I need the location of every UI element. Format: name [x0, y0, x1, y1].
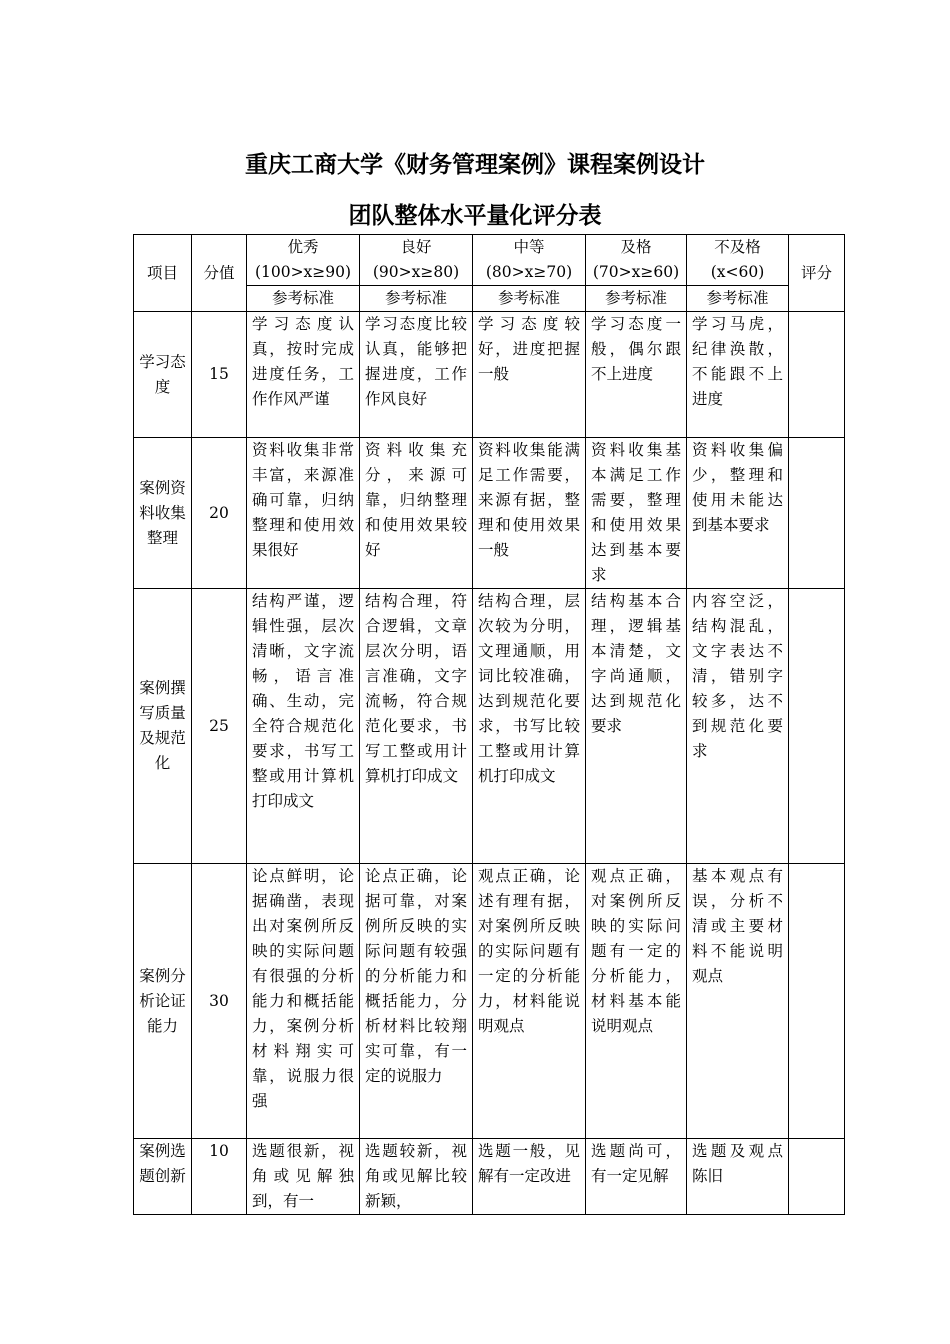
- criterion-medium: 学习态度较好，进度把握一般: [473, 312, 586, 438]
- criterion-good: 资料收集充分，来源可靠，归纳整理和使用效果较好: [360, 438, 473, 589]
- table-row: [134, 312, 845, 438]
- score-cell[interactable]: [789, 864, 845, 1139]
- level-name: 中等: [513, 238, 545, 256]
- criterion-pass: 资料收集基本满足工作需要，整理和使用效果达到基本要求: [586, 438, 687, 589]
- reference-label: 参考标准: [473, 286, 586, 312]
- item-name: 学习态度: [134, 312, 192, 438]
- level-name: 优秀: [287, 238, 319, 256]
- table-title: 团队整体水平量化评分表: [348, 203, 602, 229]
- criterion-good: 学习态度比较认真，能够把握进度，工作作风良好: [360, 312, 473, 438]
- score-cell[interactable]: [789, 438, 845, 589]
- table-row: [134, 864, 845, 1139]
- item-name: 案例选题创新: [134, 1139, 192, 1215]
- level-range: (70>x≥60): [592, 263, 680, 281]
- criterion-fail: 内容空泛，结构混乱，文字表达不清，错别字较多，达不到规范化要求: [687, 589, 789, 864]
- level-name: 不及格: [714, 238, 761, 256]
- criterion-fail: 基本观点有误，分析不清或主要材料不能说明观点: [687, 864, 789, 1139]
- criterion-excellent: 资料收集非常丰富，来源准确可靠，归纳整理和使用效果很好: [247, 438, 360, 589]
- item-points: 10: [192, 1139, 247, 1215]
- header-level-pass: [586, 235, 687, 286]
- reference-label: 参考标准: [247, 286, 360, 312]
- criterion-fail: 选题及观点陈旧: [687, 1139, 789, 1215]
- item-name: 案例资料收集整理: [134, 438, 192, 589]
- header-score: 评分: [789, 235, 845, 312]
- header-level-medium: [473, 235, 586, 286]
- reference-label: 参考标准: [586, 286, 687, 312]
- score-cell[interactable]: [789, 312, 845, 438]
- header-item: 项目: [134, 235, 192, 312]
- item-points: 15: [192, 312, 247, 438]
- criterion-medium: 资料收集能满足工作需要，来源有据，整理和使用效果一般: [473, 438, 586, 589]
- criterion-fail: 学习马虎，纪律涣散，不能跟不上进度: [687, 312, 789, 438]
- criterion-medium: 选题一般，见解有一定改进: [473, 1139, 586, 1215]
- level-name: 及格: [620, 238, 652, 256]
- criterion-excellent: 学习态度认真，按时完成进度任务，工作作风严谨: [247, 312, 360, 438]
- reference-label: 参考标准: [687, 286, 789, 312]
- level-range: (x<60): [710, 263, 765, 281]
- criterion-excellent: 结构严谨，逻辑性强，层次清晰，文字流畅，语言准确、生动，完全符合规范化要求，书写工整或用计算机打印成文: [247, 589, 360, 864]
- score-cell[interactable]: [789, 1139, 845, 1215]
- criterion-pass: 选题尚可，有一定见解: [586, 1139, 687, 1215]
- table-row: [134, 589, 845, 864]
- criterion-excellent: 论点鲜明，论据确凿，表现出对案例所反映的实际问题有很强的分析能力和概括能力，案例分析材料翔实可靠，说服力很强: [247, 864, 360, 1139]
- item-points: 25: [192, 589, 247, 864]
- item-points: 20: [192, 438, 247, 589]
- header-level-fail: [687, 235, 789, 286]
- item-name: 案例撰写质量及规范化: [134, 589, 192, 864]
- criterion-good: 结构合理，符合逻辑，文章层次分明，语言准确，文字流畅，符合规范化要求，书写工整或用计算机打印成文: [360, 589, 473, 864]
- criterion-excellent: 选题很新，视角或见解独到，有一: [247, 1139, 360, 1215]
- header-level-excellent: [247, 235, 360, 286]
- scoring-table: [133, 234, 845, 1215]
- item-name: 案例分析论证能力: [134, 864, 192, 1139]
- header-points: 分值: [192, 235, 247, 312]
- criterion-medium: 观点正确，论述有理有据，对案例所反映的实际问题有一定的分析能力，材料能说明观点: [473, 864, 586, 1139]
- criterion-pass: 观点正确，对案例所反映的实际问题有一定的分析能力，材料基本能说明观点: [586, 864, 687, 1139]
- criterion-fail: 资料收集偏少，整理和使用未能达到基本要求: [687, 438, 789, 589]
- table-row: [134, 1139, 845, 1215]
- level-range: (80>x≥70): [485, 263, 573, 281]
- header-row: [134, 235, 845, 286]
- criterion-good: 选题较新，视角或见解比较新颖，: [360, 1139, 473, 1215]
- criterion-pass: 结构基本合理，逻辑基本清楚，文字尚通顺，达到规范化要求: [586, 589, 687, 864]
- criterion-pass: 学习态度一般，偶尔跟不上进度: [586, 312, 687, 438]
- level-range: (90>x≥80): [372, 263, 460, 281]
- item-points: 30: [192, 864, 247, 1139]
- reference-label: 参考标准: [360, 286, 473, 312]
- criterion-good: 论点正确，论据可靠，对案例所反映的实际问题有较强的分析能力和概括能力，分析材料比较翔实可靠，有一定的说服力: [360, 864, 473, 1139]
- level-range: (100>x≥90): [254, 263, 352, 281]
- criterion-medium: 结构合理，层次较为分明，文理通顺，用词比较准确，达到规范化要求，书写比较工整或用计算机打印成文: [473, 589, 586, 864]
- score-cell[interactable]: [789, 589, 845, 864]
- document-title: 重庆工商大学《财务管理案例》课程案例设计: [245, 152, 705, 178]
- level-name: 良好: [400, 238, 432, 256]
- header-level-good: [360, 235, 473, 286]
- table-row: [134, 438, 845, 589]
